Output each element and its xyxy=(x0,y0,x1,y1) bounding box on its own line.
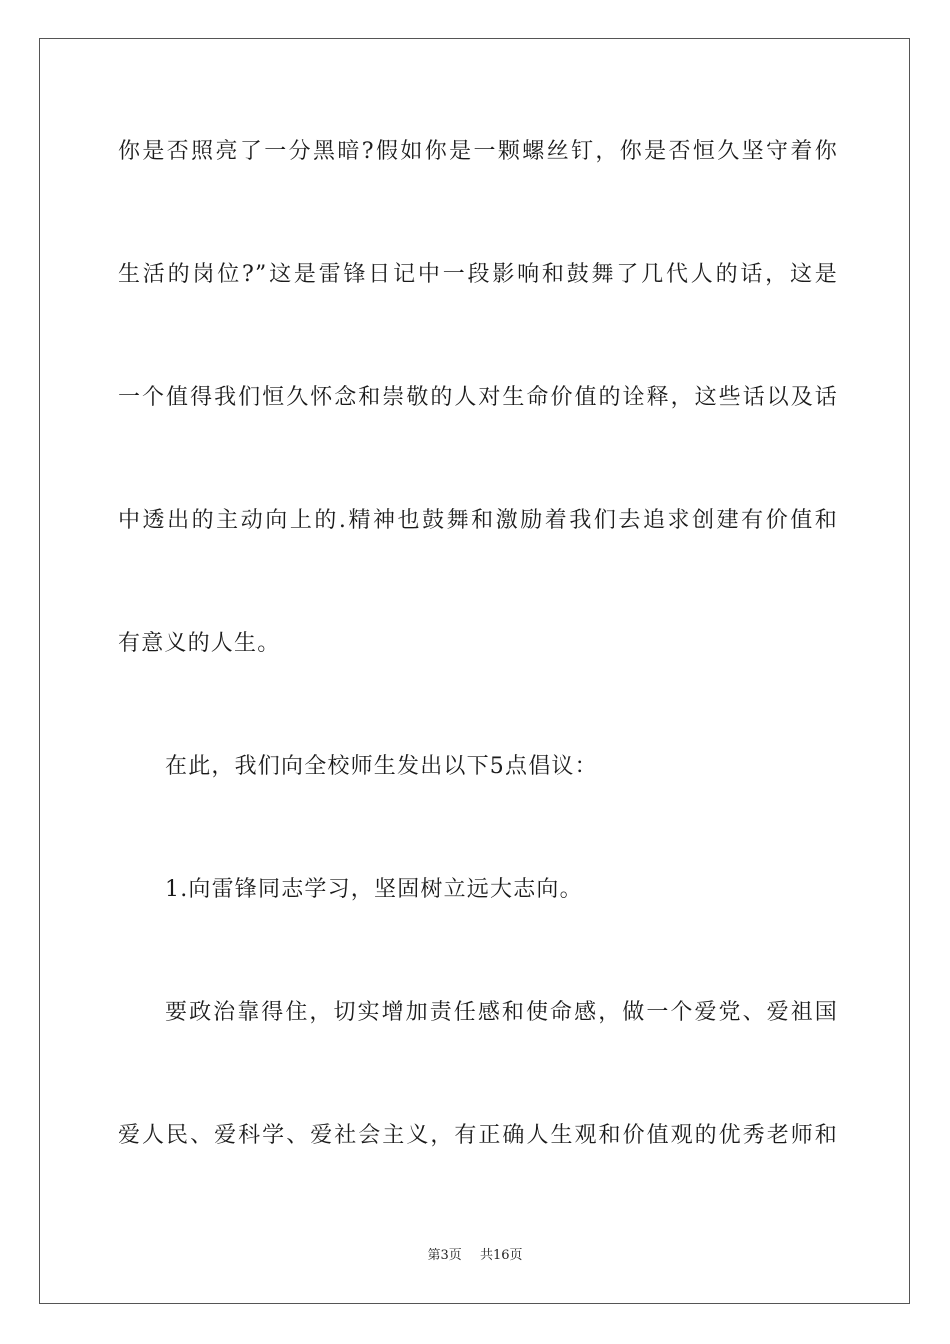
page-number: 第3页 xyxy=(427,1248,462,1263)
page-footer xyxy=(0,1247,950,1265)
paragraph-line-3: 一个值得我们恒久怀念和崇敬的人对生命价值的诠释，这些话以及话 xyxy=(118,385,838,410)
page-total: 共16页 xyxy=(479,1248,523,1263)
page-border xyxy=(39,38,910,1304)
paragraph-line-5: 有意义的人生。 xyxy=(118,631,281,656)
paragraph-line-4: 中透出的主动向上的.精神也鼓舞和激励着我们去追求创建有价值和 xyxy=(118,508,838,533)
paragraph-line-2: 生活的岗位?”这是雷锋日记中一段影响和鼓舞了几代人的话，这是 xyxy=(118,262,838,287)
proposal-item-1-line-2: 爱人民、爱科学、爱社会主义，有正确人生观和价值观的优秀老师和 xyxy=(118,1123,838,1148)
proposal-item-1-line-1: 要政治靠得住，切实增加责任感和使命感，做一个爱党、爱祖国 xyxy=(165,1000,838,1025)
proposal-item-1-heading: 1.向雷锋同志学习，坚固树立远大志向。 xyxy=(165,877,583,902)
proposal-intro: 在此，我们向全校师生发出以下5点倡议： xyxy=(165,754,598,779)
paragraph-line-1: 你是否照亮了一分黑暗?假如你是一颗螺丝钉，你是否恒久坚守着你 xyxy=(118,139,838,164)
